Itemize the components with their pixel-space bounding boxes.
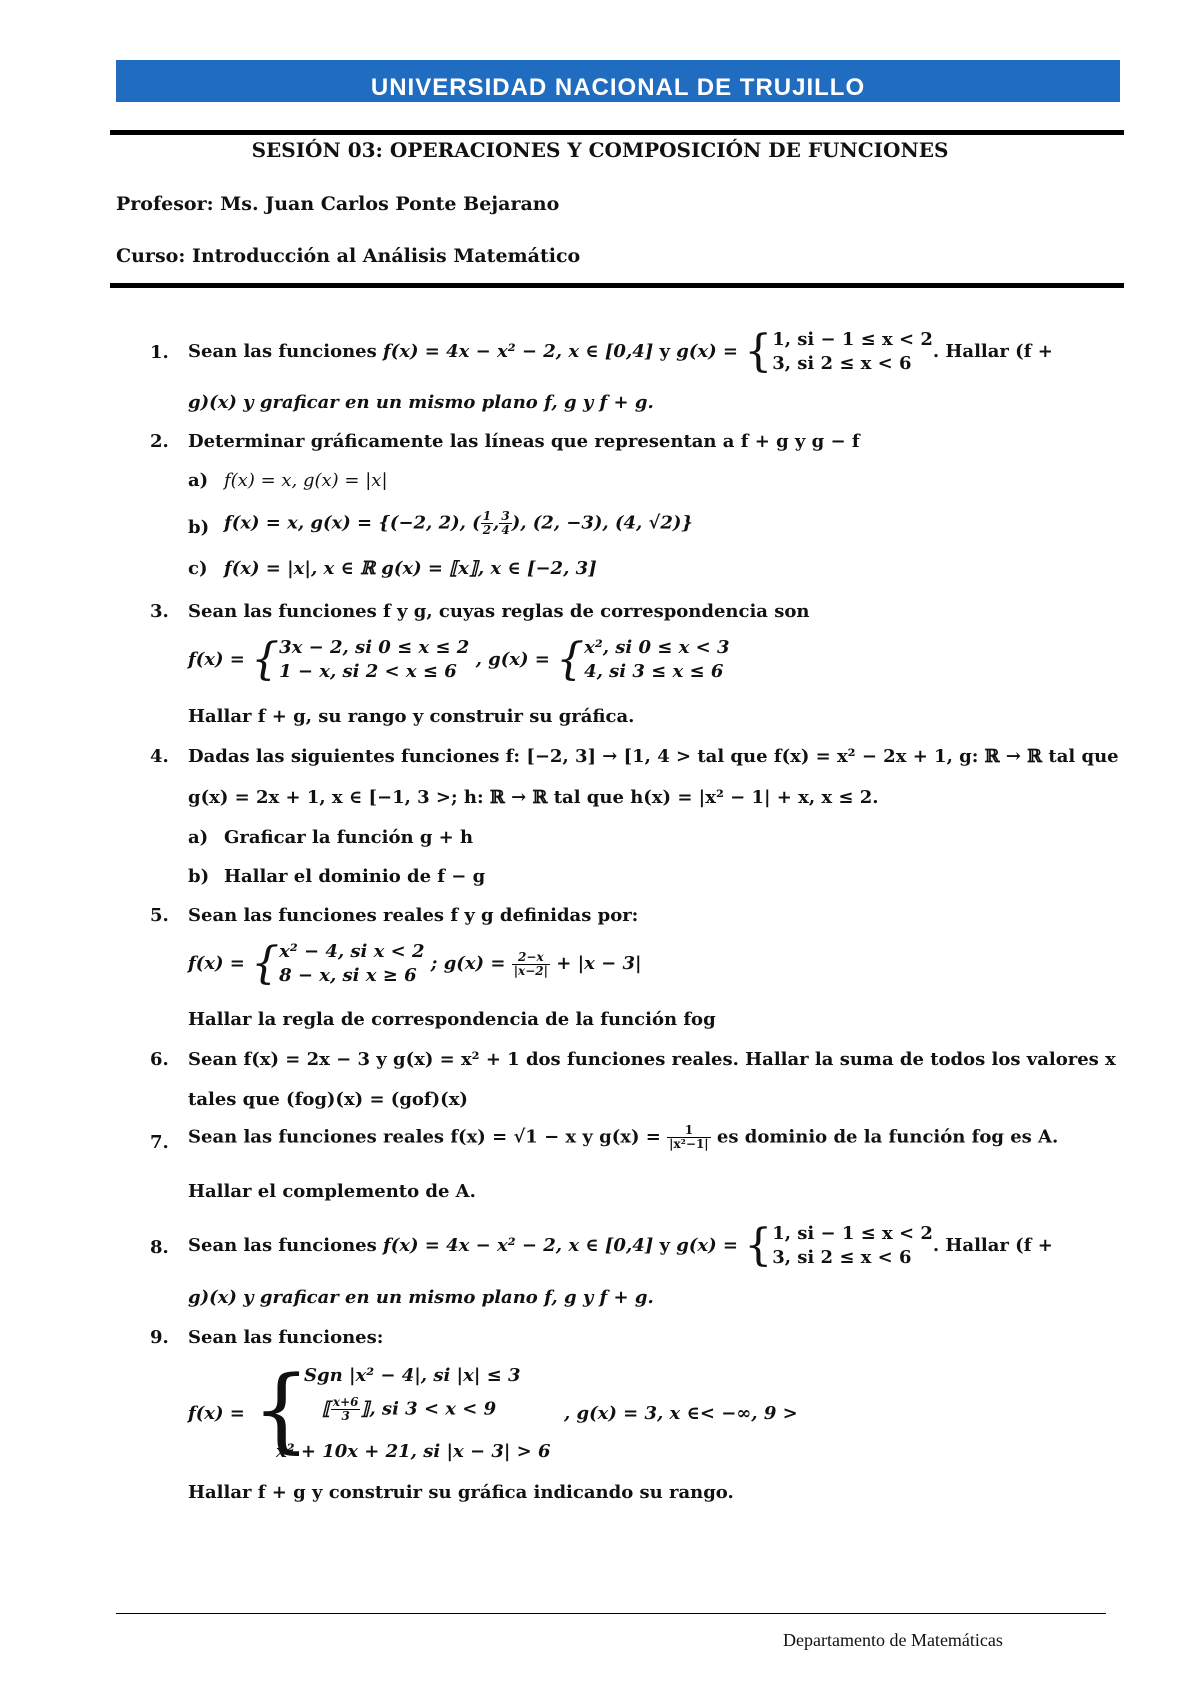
function-f: f(x) = 4x − x² − 2, x ∈ [0,4] (383, 341, 654, 362)
problem-number: 7. (150, 1132, 169, 1153)
problem-7-line-1 (188, 1124, 1058, 1151)
conjunction: y (653, 341, 677, 362)
numerator: 2−x (512, 951, 550, 965)
fraction (512, 951, 550, 978)
fraction (667, 1124, 711, 1151)
expression: ⟧, si 3 < x < 9 (360, 1398, 497, 1420)
problem-2c: f(x) = |x|, x ∈ ℝ g(x) = ⟦x⟧, x ∈ [−2, 3] (224, 558, 597, 579)
piecewise-cases (279, 636, 469, 684)
case-1: Sgn |x² − 4|, si |x| ≤ 3 (304, 1365, 521, 1386)
expression: ), (2, −3), (4, √2)} (511, 512, 693, 534)
piecewise-cases (772, 1222, 933, 1270)
case-1: 1, si − 1 ≤ x < 2 (772, 329, 933, 350)
case-2: 3, si 2 ≤ x < 6 (772, 1247, 912, 1268)
item-label: b) (188, 866, 210, 887)
problem-text: . Hallar (f + (932, 341, 1053, 362)
separator: , (469, 649, 489, 670)
problem-9-text: Sean las funciones: (188, 1327, 384, 1348)
denominator: 3 (341, 1409, 350, 1423)
footer-rule (116, 1613, 1106, 1614)
session-title: SESIÓN 03: OPERACIONES Y COMPOSICIÓN DE FUNCIONES (251, 138, 949, 162)
function-f-lhs: f(x) = (188, 953, 252, 974)
department-footer: Departamento de Matemáticas (783, 1630, 1003, 1650)
item-label: a) (188, 827, 209, 848)
fraction (499, 510, 511, 537)
case-1: 3x − 2, si 0 ≤ x ≤ 2 (279, 637, 470, 658)
function-f: f(x) = 4x − x² − 2, x ∈ [0,4] (383, 1235, 654, 1256)
problem-4b: Hallar el dominio de f − g (224, 866, 486, 887)
problem-number: 9. (150, 1327, 169, 1348)
left-brace: { (744, 326, 773, 377)
left-brace: { (251, 938, 280, 989)
problem-number: 3. (150, 601, 169, 622)
function-g-lhs: g(x) = (676, 1235, 745, 1256)
conjunction: y (653, 1235, 677, 1256)
left-brace: { (556, 634, 585, 685)
professor-line: Profesor: Ms. Juan Carlos Ponte Bejarano (116, 193, 560, 215)
function-g-lhs: g(x) = (443, 953, 512, 974)
case-2: 1 − x, si 2 < x ≤ 6 (279, 661, 457, 682)
problem-number: 2. (150, 431, 169, 452)
expression: es dominio de la función fog es A. (710, 1126, 1059, 1148)
problem-5-task: Hallar la regla de correspondencia de la función fog (188, 1009, 716, 1030)
problem-3-text: Sean las funciones f y g, cuyas reglas de correspondencia son (188, 601, 810, 622)
numerator: 1 (482, 509, 492, 523)
problem-9-task: Hallar f + g y construir su gráfica indicando su rango. (188, 1482, 734, 1503)
item-label: a) (188, 470, 209, 491)
problem-text: Sean las funciones (188, 341, 384, 362)
problem-6-line-1: Sean f(x) = 2x − 3 y g(x) = x² + 1 dos funciones reales. Hallar la suma de todos los valores x (188, 1049, 1116, 1070)
left-brace: { (252, 1356, 311, 1463)
function-g-lhs: g(x) = (488, 649, 557, 670)
problem-number: 6. (150, 1049, 169, 1070)
problem-2b: f(x) = x, g(x) = {(−2, 2), ( $\frac{1}{2}$ , $\frac{3}{4}$ ), (2, −3), (4, √2)} (224, 509, 693, 537)
case-2 (322, 1396, 496, 1423)
case-1: x², si 0 ≤ x < 3 (584, 637, 730, 658)
problem-number: 1. (150, 342, 169, 363)
problem-4-line-1: Dadas las siguientes funciones f: [−2, 3] → [1, 4 > tal que f(x) = x² − 2x + 1, g: ℝ → ℝ tal que (188, 746, 1119, 767)
function-f-lhs: f(x) = (188, 649, 252, 670)
fraction (331, 1396, 361, 1423)
problem-number: 5. (150, 905, 169, 926)
problem-1-line-1 (188, 328, 1053, 376)
function-f-lhs: f(x) = (188, 1403, 245, 1424)
problem-4-line-2: g(x) = 2x + 1, x ∈ [−1, 3 >; h: ℝ → ℝ tal que h(x) = |x² − 1| + x, x ≤ 2. (188, 787, 879, 808)
problem-5-functions (188, 940, 642, 988)
expression: Sean las funciones reales f(x) = √1 − x y g(x) = (188, 1126, 668, 1148)
piecewise-cases (772, 328, 933, 376)
case-2: 4, si 3 ≤ x ≤ 6 (584, 661, 724, 682)
function-g: , g(x) = 3, x ∈< −∞, 9 > (564, 1403, 798, 1424)
denominator: 2 (482, 523, 492, 537)
problem-number: 4. (150, 746, 169, 767)
item-label: b) (188, 517, 210, 538)
numerator: 1 (667, 1124, 711, 1138)
problem-8-line-1 (188, 1222, 1053, 1270)
piecewise-cases (279, 940, 424, 988)
numerator: x+6 (332, 1395, 359, 1409)
left-brace: { (251, 634, 280, 685)
problem-4a: Graficar la función g + h (224, 827, 474, 848)
floor-open: ⟦ (322, 1398, 331, 1420)
separator: ; (424, 953, 444, 974)
university-name: UNIVERSIDAD NACIONAL DE TRUJILLO (370, 74, 866, 101)
numerator: 3 (501, 509, 510, 523)
denominator: |x²−1| (669, 1137, 709, 1151)
case-2: 8 − x, si x ≥ 6 (279, 965, 417, 986)
problem-6-line-2: tales que (fog)(x) = (gof)(x) (188, 1089, 468, 1110)
problem-3-task: Hallar f + g, su rango y construir su gráfica. (188, 706, 635, 727)
piecewise-cases (584, 636, 729, 684)
expression: + |x − 3| (549, 953, 642, 974)
function-g-lhs: g(x) = (676, 341, 745, 362)
denominator: |x−2| (513, 963, 548, 978)
fraction (481, 510, 493, 537)
denominator: 4 (501, 523, 510, 537)
university-banner (116, 60, 1120, 102)
problem-text: Sean las funciones (188, 1235, 384, 1256)
case-3: x² + 10x + 21, si |x − 3| > 6 (276, 1441, 551, 1462)
problem-1-line-2: g)(x) y graficar en un mismo plano f, g y f + g. (188, 392, 654, 413)
problem-2-text: Determinar gráficamente las líneas que representan a f + g y g − f (188, 431, 860, 452)
course-line: Curso: Introducción al Análisis Matemático (116, 245, 581, 267)
left-brace: { (744, 1220, 773, 1271)
top-rule (110, 130, 1124, 135)
problem-5-text: Sean las funciones reales f y g definidas por: (188, 905, 639, 926)
problem-7-line-2: Hallar el complemento de A. (188, 1181, 476, 1202)
item-label: c) (188, 558, 208, 579)
problem-number: 8. (150, 1237, 169, 1258)
problem-2a: f(x) = x, g(x) = |x| (224, 470, 388, 491)
problem-8-line-2: g)(x) y graficar en un mismo plano f, g y f + g. (188, 1287, 654, 1308)
case-1: 1, si − 1 ≤ x < 2 (772, 1223, 933, 1244)
expression: f(x) = x, g(x) = {(−2, 2), ( (224, 512, 481, 534)
case-2: 3, si 2 ≤ x < 6 (772, 353, 912, 374)
problem-3-functions (188, 636, 730, 684)
case-1: x² − 4, si x < 2 (279, 941, 425, 962)
problem-text: . Hallar (f + (932, 1235, 1053, 1256)
header-rule (110, 283, 1124, 288)
